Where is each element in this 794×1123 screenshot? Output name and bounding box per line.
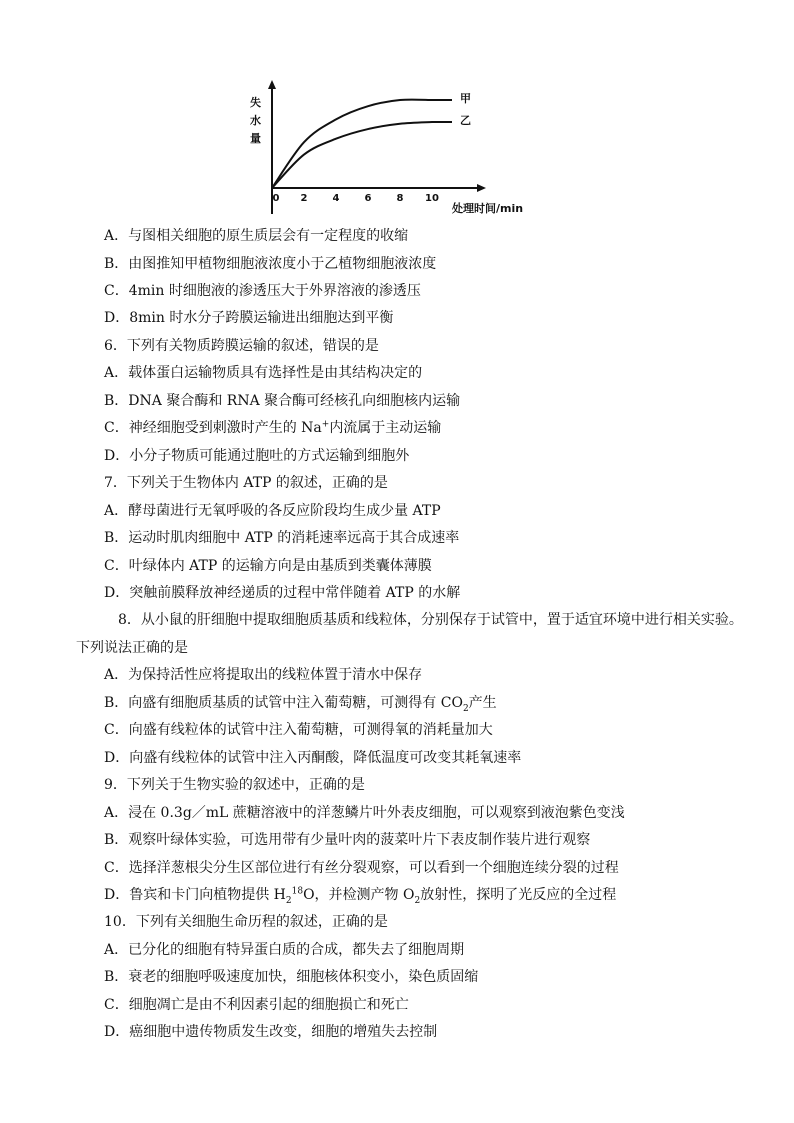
q9-option-b: B．观察叶绿体实验，可选用带有少量叶肉的菠菜叶片下表皮制作装片进行观察 xyxy=(104,832,591,848)
q7-option-c: C．叶绿体内 ATP 的运输方向是由基质到类囊体薄膜 xyxy=(104,558,432,574)
y-axis-arrow xyxy=(268,80,276,89)
x-tick-label: 10 xyxy=(425,193,439,204)
series-curve-1 xyxy=(272,100,452,188)
q9-option-d-text-3: 放射性，探明了光反应的全过程 xyxy=(420,887,617,903)
water-loss-chart xyxy=(248,78,558,220)
q9-stem: 9．下列关于生物实验的叙述中，正确的是 xyxy=(104,777,365,793)
q10-option-b: B．衰老的细胞呼吸速度加快，细胞核体积变小，染色质固缩 xyxy=(104,969,479,985)
series-label-1: 甲 xyxy=(460,92,471,105)
x-tick-label: 4 xyxy=(332,193,340,204)
q7-stem: 7．下列关于生物体内 ATP 的叙述，正确的是 xyxy=(104,475,388,491)
q5-option-c: C．4min 时细胞液的渗透压大于外界溶液的渗透压 xyxy=(104,283,421,299)
q10-option-a: A．已分化的细胞有特异蛋白质的合成，都失去了细胞周期 xyxy=(104,942,465,958)
x-axis-label: 处理时间/min xyxy=(452,202,524,215)
q6-option-b: B．DNA 聚合酶和 RNA 聚合酶可经核孔向细胞核内运输 xyxy=(104,393,461,409)
q10-option-c: C．细胞凋亡是由不利因素引起的细胞损亡和死亡 xyxy=(104,997,409,1013)
q8-stem-line-1: 8．从小鼠的肝细胞中提取细胞质基质和线粒体，分别保存于试管中，置于适宜环境中进行相关实验。 xyxy=(118,612,743,628)
q5-option-b: B．由图推知甲植物细胞液浓度小于乙植物细胞液浓度 xyxy=(104,256,437,272)
q8-stem-line-2: 下列说法正确的是 xyxy=(76,640,188,656)
q9-option-d-subscript-2: 2 xyxy=(414,895,421,906)
x-tick-label: 8 xyxy=(396,193,404,204)
series-curve-2 xyxy=(272,122,452,188)
q10-option-d: D．癌细胞中遗传物质发生改变，细胞的增殖失去控制 xyxy=(104,1024,438,1040)
y-axis-label-char-1: 失 xyxy=(250,96,261,109)
q8-option-d: D．向盛有线粒体的试管中注入丙酮酸，降低温度可改变其耗氧速率 xyxy=(104,750,522,766)
q6-option-c-text: C．神经细胞受到刺激时产生的 Na xyxy=(104,420,322,436)
q9-option-d-text-1: D．鲁宾和卡门向植物提供 H xyxy=(104,887,286,903)
q6-option-c-superscript: + xyxy=(321,419,330,430)
q9-option-d xyxy=(104,885,616,905)
x-axis-arrow xyxy=(477,184,486,192)
series-label-2: 乙 xyxy=(460,114,471,127)
q9-option-c: C．选择洋葱根尖分生区部位进行有丝分裂观察，可以看到一个细胞连续分裂的过程 xyxy=(104,860,619,876)
q8-option-a: A．为保持活性应将提取出的线粒体置于清水中保存 xyxy=(104,667,423,683)
x-tick-label: 2 xyxy=(300,193,308,204)
y-axis-label-char-3: 量 xyxy=(250,132,261,145)
q5-option-a: A．与图相关细胞的原生质层会有一定程度的收缩 xyxy=(104,228,409,244)
q10-stem: 10．下列有关细胞生命历程的叙述，正确的是 xyxy=(104,914,388,930)
q7-option-d: D．突触前膜释放神经递质的过程中常伴随着 ATP 的水解 xyxy=(104,585,461,601)
x-tick-label: 0 xyxy=(272,193,280,204)
q9-option-d-subscript-1: 2 xyxy=(285,895,292,906)
q7-option-a: A．酵母菌进行无氧呼吸的各反应阶段均生成少量 ATP xyxy=(104,503,441,519)
q6-option-c xyxy=(104,418,441,438)
q6-stem: 6．下列有关物质跨膜运输的叙述，错误的是 xyxy=(104,338,379,354)
q9-option-d-superscript: 18 xyxy=(291,886,304,897)
q9-option-a: A．浸在 0.3g／mL 蔗糖溶液中的洋葱鳞片叶外表皮细胞，可以观察到液泡紫色变浅 xyxy=(104,805,625,821)
y-axis-label-char-2: 水 xyxy=(250,114,261,127)
q7-option-b: B．运动时肌肉细胞中 ATP 的消耗速率远高于其合成速率 xyxy=(104,530,460,546)
x-tick-label: 6 xyxy=(364,193,372,204)
q6-option-d: D．小分子物质可能通过胞吐的方式运输到细胞外 xyxy=(104,448,410,464)
q8-option-b-text-end: 产生 xyxy=(468,695,497,711)
q6-option-a: A．载体蛋白运输物质具有选择性是由其结构决定的 xyxy=(104,365,423,381)
q8-option-b xyxy=(104,693,497,713)
q6-option-c-text-end: 内流属于主动运输 xyxy=(329,420,442,436)
q9-option-d-text-2: O，并检测产物 O xyxy=(303,887,415,903)
q8-option-b-text: B．向盛有细胞质基质的试管中注入葡萄糖，可测得有 CO xyxy=(104,695,463,711)
q8-option-c: C．向盛有线粒体的试管中注入葡萄糖，可测得氧的消耗量加大 xyxy=(104,722,493,738)
q5-option-d: D．8min 时水分子跨膜运输进出细胞达到平衡 xyxy=(104,310,394,326)
q8-option-b-subscript: 2 xyxy=(462,703,469,714)
